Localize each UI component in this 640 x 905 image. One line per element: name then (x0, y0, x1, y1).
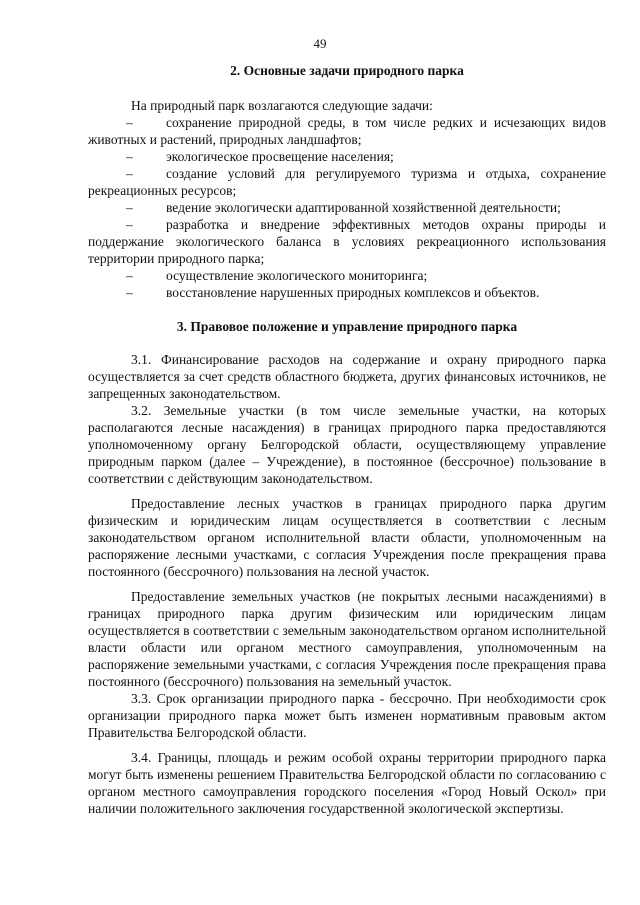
section-3-body (88, 351, 606, 817)
paragraph-land-plots: Предоставление земельных участков (не покрытых лесными насаждениями) в границах природного парка другим физическим или юридическим лицам осуществляется в соответствии с земельным законодательством органом исполнительной власти области или органом местного самоуправления, уполномоченным на распоряжение земельными участками, с согласия Учреждения после прекращения права постоянного (бессрочного) пользования на земельный участок. (88, 589, 606, 689)
section-2-title: 2. Основные задачи природного парка (230, 63, 464, 78)
paragraph-3-4: 3.4. Границы, площадь и режим особой охраны территории природного парка могут быть изменены решением Правительства Белгородской области по согласованию с органом местного самоуправления городского поселения «Город Новый Оскол» при наличии положительного заключения государственной экологической экспертизы. (88, 750, 606, 816)
task-text: восстановление нарушенных природных комплексов и объектов. (166, 285, 540, 300)
task-text: разработка и внедрение эффективных методов охраны природы и поддержание экологического баланса в условиях рекреационного использования территории природного парка; (88, 217, 606, 266)
task-item (88, 148, 606, 165)
dash-marker: – (126, 268, 133, 283)
page-number: 49 (313, 36, 327, 51)
dash-marker: – (126, 200, 133, 215)
paragraph-3-3: 3.3. Срок организации природного парка - бессрочно. При необходимости срок организации природного парка может быть изменен нормативным правовым актом Правительства Белгородской области. (88, 691, 606, 740)
section-2-body (88, 97, 606, 301)
dash-marker: – (126, 285, 133, 300)
tasks-intro: На природный парк возлагаются следующие задачи: (131, 98, 433, 113)
task-item (88, 216, 606, 267)
section-3-title: 3. Правовое положение и управление природного парка (176, 319, 518, 334)
task-text: экологическое просвещение населения; (166, 149, 394, 164)
task-text: осуществление экологического мониторинга; (166, 268, 428, 283)
paragraph-3-1: 3.1. Финансирование расходов на содержание и охрану природного парка осуществляется за счет средств областного бюджета, других финансовых источников, не запрещенных законодательством. (88, 352, 606, 401)
task-item (88, 267, 606, 284)
task-text: сохранение природной среды, в том числе редких и исчезающих видов животных и растений, природных ландшафтов; (88, 115, 606, 147)
task-text: ведение экологически адаптированной хозяйственной деятельности; (166, 200, 561, 215)
task-item (88, 284, 606, 301)
dash-marker: – (126, 115, 133, 130)
task-text: создание условий для регулируемого туризма и отдыха, сохранение рекреационных ресурсов; (88, 166, 606, 198)
task-item (88, 199, 606, 216)
task-item (88, 114, 606, 148)
dash-marker: – (126, 149, 133, 164)
dash-marker: – (126, 166, 133, 181)
dash-marker: – (126, 217, 133, 232)
task-item (88, 165, 606, 199)
paragraph-forest-plots: Предоставление лесных участков в границах природного парка другим физическим и юридическим лицам осуществляется в соответствии с лесным законодательством органом исполнительной власти области, уполномоченным на распоряжение лесными участками, с согласия Учреждения после прекращения права постоянного (бессрочного) пользования на лесной участок. (88, 496, 606, 579)
paragraph-3-2: 3.2. Земельные участки (в том числе земельные участки, на которых располагаются лесные насаждения) в границах природного парка предоставляются уполномоченному органу Белгородской области, осуществляющему управление природным парком (далее – Учреждение), в постоянное (бессрочное) пользование в соответствии с действующим законодательством. (88, 403, 606, 486)
